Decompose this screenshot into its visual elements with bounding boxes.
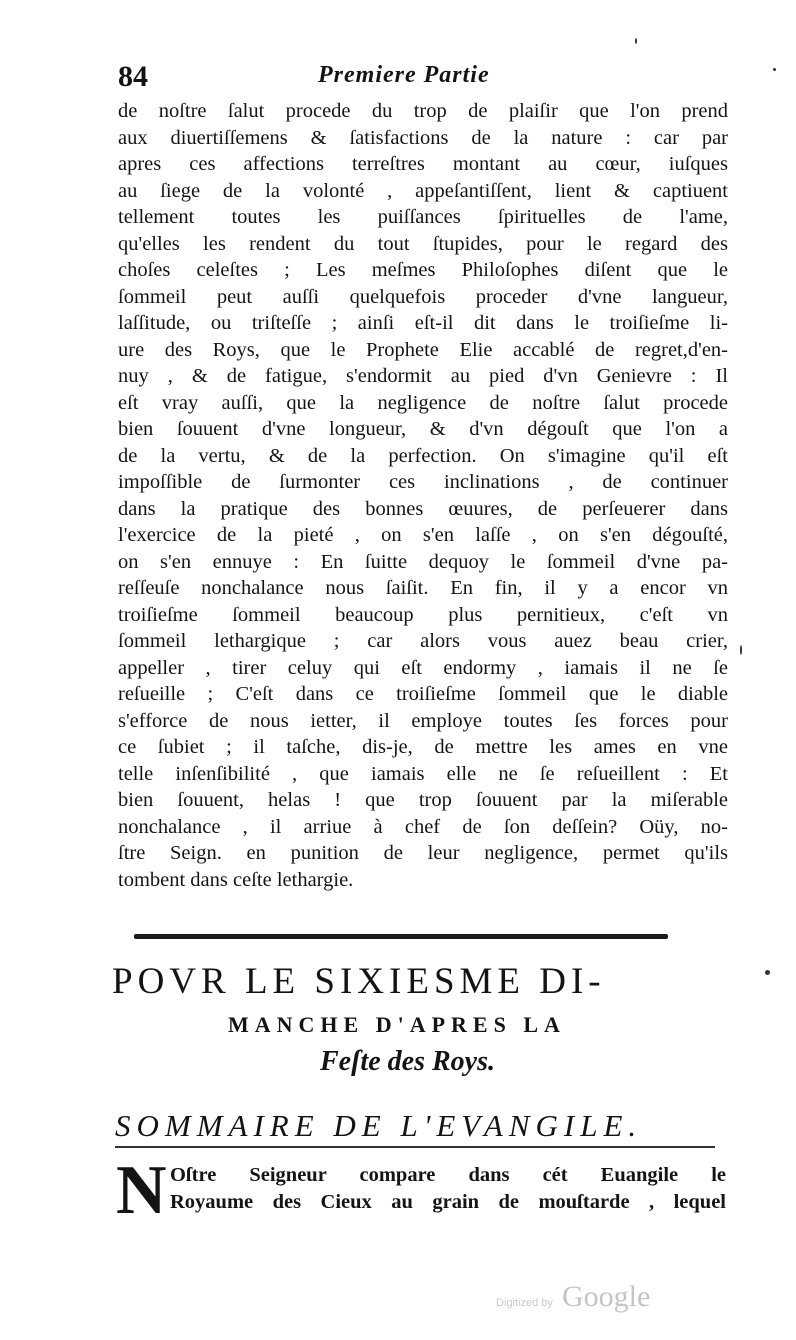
text-line: ſommeil lethargique ; car alors vous auez beau crier, (118, 630, 728, 652)
text-line: de la vertu, & de la perfection. On s'imagine qu'il eſt (118, 444, 728, 467)
google-logo: Google (561, 1280, 651, 1313)
digitized-by-watermark (496, 1280, 650, 1316)
summary-heading-underline (115, 1146, 715, 1148)
page-number: 84 (118, 60, 148, 93)
text-line: dans la pratique des bonnes œuures, de perſeuerer dans (118, 497, 728, 520)
running-head (118, 60, 718, 100)
text-line: nuy , & de fatigue, s'endormit au pied d'vn Genievre : Il (118, 365, 728, 387)
section-heading-line-2: MANCHE D'APRES LA (228, 1012, 566, 1037)
text-line: ſtre Seign. en punition de leur negligence, permet qu'ils (118, 842, 728, 864)
text-line: appeller , tirer celuy qui eſt endormy , iamais il ne ſe (118, 656, 728, 679)
ink-speck (635, 38, 637, 44)
text-line: bien ſouuent, helas ! que trop ſouuent par la miſerable (118, 789, 728, 811)
ink-speck (773, 68, 776, 71)
text-line: ſommeil peut auſſi quelquefois proceder d'vne langueur, (118, 285, 728, 308)
text-line: choſes celeſtes ; Les meſmes Philoſophes diſent que le (118, 259, 728, 281)
text-line: de noſtre ſalut procede du trop de plaiſir que l'on prend (118, 100, 728, 122)
running-head-title: Premiere Partie (318, 62, 490, 88)
digitized-by-label: Digitized by (496, 1297, 553, 1309)
summary-text (170, 1162, 726, 1215)
text-line: tellement toutes les puiſſances ſpirituelles de l'ame, (118, 206, 728, 228)
text-line: ce ſubiet ; il taſche, dis-je, de mettre les ames en vne (118, 736, 728, 758)
text-line: qu'elles les rendent du tout ſtupides, pour le regard des (118, 232, 728, 255)
section-heading-line-3: Feſte des Roys. (320, 1046, 495, 1077)
text-line: ure des Roys, que le Prophete Elie accablé de regret,d'en- (118, 338, 728, 361)
text-line-last: tombent dans ceſte lethargie. (118, 868, 354, 891)
text-line: bien ſouuent d'vne longueur, & d'vn dégouſt que l'on a (118, 418, 728, 440)
text-line: l'exercice de la pieté , on s'en laſſe , on s'en dégouſté, (118, 524, 728, 546)
section-divider-rule (134, 934, 668, 939)
body-text (118, 98, 728, 893)
text-line: telle inſenſibilité , que iamais elle ne ſe reſueillent : Et (118, 762, 728, 785)
text-line: au ſiege de la volonté , appeſantiſſent, lient & captiuent (118, 179, 728, 202)
text-line: aux diuertiſſemens & ſatisfactions de la nature : car par (118, 126, 728, 149)
summary-line: Royaume des Cieux au grain de mouſtarde , lequel (170, 1190, 726, 1213)
summary-heading: SOMMAIRE DE L'EVANGILE. (115, 1108, 643, 1143)
text-line: nonchalance , il arriue à chef de ſon deſſein? Oüy, no- (118, 815, 728, 838)
ink-speck (765, 970, 770, 975)
drop-cap: N (116, 1152, 167, 1229)
ink-speck (740, 645, 742, 655)
text-line: laſſitude, ou triſteſſe ; ainſi eſt-il dit dans le troiſieſme li- (118, 312, 728, 334)
summary-line: Oſtre Seigneur compare dans cét Euangile le (170, 1164, 726, 1186)
text-line: impoſſible de ſurmonter ces inclinations , de continuer (118, 471, 728, 493)
section-heading-line-1: POVR LE SIXIESME DI- (112, 961, 606, 1002)
text-line: apres ces affections terreſtres montant au cœur, iuſques (118, 153, 728, 175)
text-line: on s'en ennuye : En ſuitte dequoy le ſommeil d'vne pa- (118, 550, 728, 573)
text-line: reſſeuſe nonchalance nous ſaiſit. En fin, il y a encor vn (118, 577, 728, 599)
text-line: eſt vray auſſi, que la negligence de noſtre ſalut procede (118, 391, 728, 414)
text-line: s'efforce de nous ietter, il employe toutes ſes forces pour (118, 709, 728, 732)
text-line: troiſieſme ſommeil beaucoup plus pernitieux, c'eſt vn (118, 603, 728, 626)
text-line: reſueille ; C'eſt dans ce troiſieſme ſommeil que le diable (118, 683, 728, 705)
